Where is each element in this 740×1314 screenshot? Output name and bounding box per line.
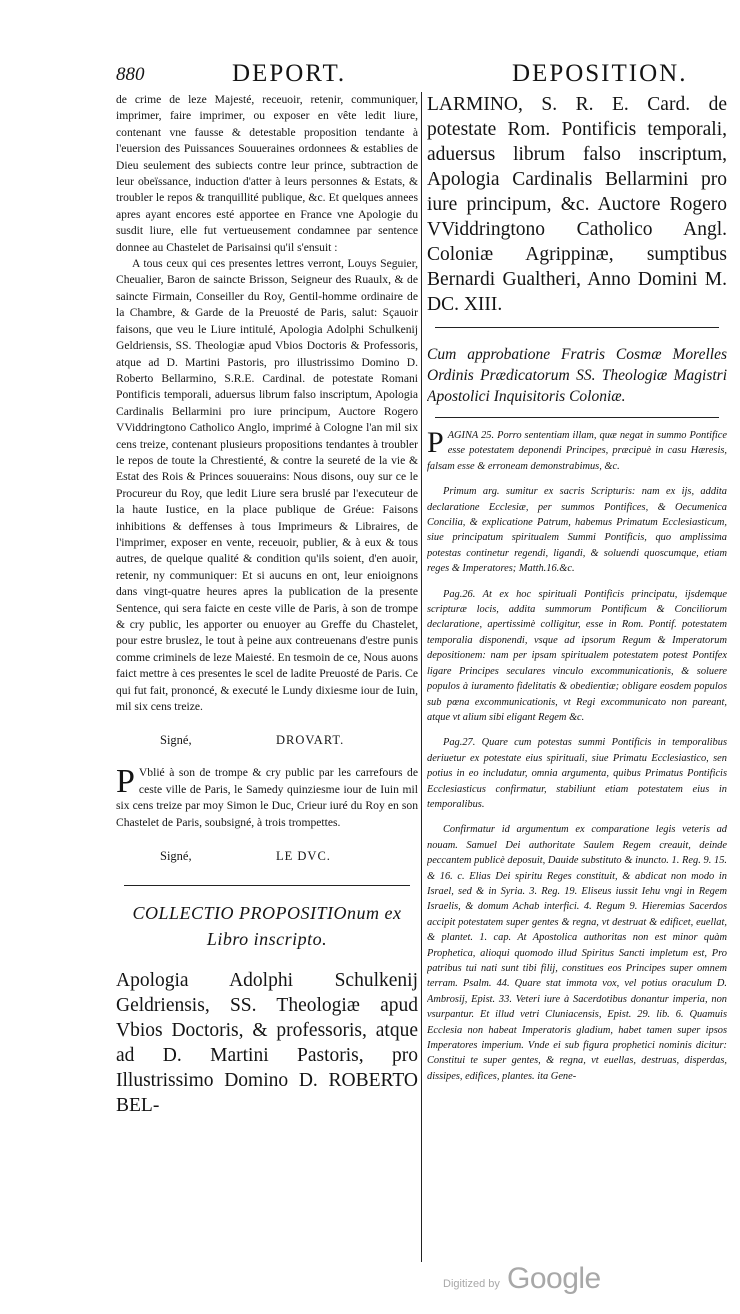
book-title-continued: LARMINO, S. R. E. Card. de potestate Rom. Pontificis temporali, aduersus librum falso inscriptum, Apologia Cardinalis Bellarmini pro iure principum, &c. Auctore Rogero VViddringtono Catholico Angl. Coloniæ Agrippinæ, sumptibus Bernardi Gualtheri, Anno Domini M. DC. XIII. <box>427 94 727 315</box>
pagina-27: Pag.27. Quare cum potestas summi Pontificis in temporalibus deriuetur ex potestate eius spirituali, siue Primatu Ecclesiastico, sen potius in eo includatur, omnia argumenta, quibus Primatus Pontificis Ecclesiasticus confirmatur, stabiliunt etiam potestatem eius in temporalibus. <box>427 737 727 810</box>
drop-cap: P <box>427 426 444 459</box>
section-rule <box>124 885 410 886</box>
sentence-paragraph: A tous ceux qui ces presentes lettres verront, Louys Seguier, Cheualier, Baron de saincte Brisson, Seigneur des Ruaulx, & de saincte Firmain, Conseiller du Roy, Gentil-homme ordinaire de la Chambre, & Garde de la Preuosté de Paris, salut: Sçauoir faisons, que veu le Liure intitulé, Apologia Adolphi Schulkenij Geldriensis, SS. Theologiæ apud Vbios Doctoris & Professoris, atque ad D. Martini Pastoris, pro illustrissimo Domino D. Roberto Bellarmino, S.R.E. Cardinal. de potestate Romani Pontificis temporali, aduersus librum falso inscriptum, Apologia Cardinalis Bellarmini pro iure principum, Auctore Rogero VViddringtono Catholico Anglo, imprimé à Cologne l'an mil six cens treize, contenant plusieurs propositions tendantes à troubler le repos de toute la Chrestienté, & contre la seureté de la vie & Estat des Rois & Princes souuerains: Nous disons, ouy sur ce le Procureur du Roy, que ledit Liure sera bruslé par l'executeur de la haute Iustice, en la place publique de Gréue: Faisons inhibitions & deffenses à tous Imprimeurs & Libraires, de l'imprimer, exposer en vente, receuoir, publier, & à eux & tous autres, de quelque qualité & condition qu'ils soient, d'en auoir, retenir, ny communiquer: Et si aucuns en ont, leur enioignons dans vingt-quatre heures apres la publication de la presente Sentence, qui sera faicte en ceste ville de Paris, à son de trompe & cry public, les apporter ou enuoyer au Greffe du Chastelet, pour estre bruslez, le tout à peine aux contreuenans d'estre punis comme criminels de leze Maiesté. En tesmoin de ce, Nous auons faict mettre à ces presentes le scel de ladite Preuosté de Paris. Ce qui fut fait, prononcé, & executé le Lundy dixiesme iour de Iuin, mil six cens treize. <box>116 257 418 714</box>
collectio-heading: COLLECTIO PROPOSITIOnum ex Libro inscripto. <box>132 903 402 950</box>
page-header <box>0 60 740 94</box>
digitized-by-label: Digitized by <box>443 1278 500 1290</box>
signature-line-1 <box>116 733 418 751</box>
left-paragraph-1: de crime de leze Majesté, receuoir, retenir, communiquer, imprimer, faire imprimer, ou exposer en vête ledit liure, contenant vne fausse & detestable proposition tendante à l'euersion des Puissances Souueraines ordonnees & establies de Dieu seulement des subiects contre leur prince, subtraction de leur obeïssance, induction d'atter à leurs personnes & Estats, & troubler le repos & tranquillité publique, &c. Et quelques annees apres ayant encores esté apportee en France vne Apologie du susdit liure, elle fut vertueusement condamnee par sentence donnee au Chastelet de Parisainsi qu'il s'ensuit : <box>116 93 418 254</box>
pagina-25-text: AGINA 25. Porro sententiam illam, quæ negat in summo Pontifice esse potestatem deponendi Principes, præcipuè in casu Hæresis, falsam esse & erroneam demonstrabimus, &c. <box>427 430 727 472</box>
confirmatur-paragraph: Confirmatur id argumentum ex comparatione legis veteris ad nouam. Samuel Dei authoritate Saulem Regem creauit, deinde peccantem publicè deposuit, Dauide substituto & inuncto. 1. Reg. 9. 15. & 16. c. Elias Dei spiritu Reges constituit, & abdicat non modo in Israel, sed & in Syria. 3. Reg. 19. Eliseus iussit Iehu vngi in Regem Israelis, & domum Achab interfici. 4. Regum 9. Hieremias Sacerdos accipit potestatem super gentes & regna, vt destruat & edificet, euellat, & plantet. 1. cap. At Apostolica authoritas non est minor quàm Prophetica, alioqui quomodo illud Spiritus Sancti impletum est, Pro patribus tui nati sunt tibi filij, constitues eos Principes super omnem terram. Psalm. 44. Quare stat immota vox, vel potius oraculum D. Ambrosij, Epist. 33. Veteri iure à Sacerdotibus donantur imperia, non vsurpantur. Et illud vetri Cluniacensis, Epist. 29. lib. 6. Quamuis Ecclesia non habeat Imperatoris gladium, habet tamen super ipsos Imperatores imperium. Vnde ei sub figura prophetici nominis dicitur: Constitui te super gentes, & regna, vt euellas, destruas, disperdas, dissipes, edifices, plantes. ita Gene- <box>427 824 727 1082</box>
signer-name: LE DVC. <box>276 849 331 864</box>
publication-text: Vblié à son de trompe & cry public par les carrefours de ceste ville de Paris, le Samedy quinziesme iour de Iuin mil six cens treize par moy Simon le Duc, Crieur iuré du Roy en son Chastelet de Paris, soubsigné, à trois trompettes. <box>116 766 418 829</box>
signed-label: Signé, <box>160 733 192 748</box>
running-head-right: DEPOSITION. <box>512 60 688 87</box>
section-rule <box>435 417 719 418</box>
section-rule <box>435 327 719 328</box>
approbation: Cum approbatione Fratris Cosmæ Morelles Ordinis Prædicatorum SS. Theologiæ Magistri Apostolici Inquisitoris Coloniæ. <box>427 346 727 405</box>
pagina-26: Pag.26. At ex hoc spirituali Pontificis principatu, ijsdemque scripturæ locis, addita summorum Pontificum & Conciliorum declaratione, apertissimè colligitur, esse in Rom. Pontif. potestatem temporalia disponendi, vsque ad ipsorum Regum & Imperatorum depositionem: nam per ipsam spiritualem potestatem potest Pontifex ligare Principes seculares vinculo excommunicationis, & soluere populos à iuramento fidelitatis & obedientiæ; obligare eosdem populos sub pœna excommunicationis, vt Regi excommunicato non pareant, atque vt alium sibi eligant Regem &c. <box>427 588 727 723</box>
signer-name: DROVART. <box>276 733 345 748</box>
page-number: 880 <box>116 64 145 85</box>
pagina-25 <box>427 428 727 474</box>
running-head-left: DEPORT. <box>232 60 347 87</box>
signed-label: Signé, <box>160 849 192 864</box>
right-column <box>427 92 727 1262</box>
signature-line-2 <box>116 849 418 867</box>
column-divider <box>421 92 422 1262</box>
publication-notice <box>116 765 418 831</box>
left-column <box>116 92 418 1262</box>
digitized-by-google-watermark <box>443 1262 623 1302</box>
primum-argument: Primum arg. sumitur ex sacris Scripturis: nam ex ijs, addita declaratione Ecclesiæ, per summos Pontifices, & Oecumenica Concilia, & explicatione Patrum, habemus Primatum Ecclesiasticum, siue principatum spiritualem Summi Pontificis, quo amplissima potestas continetur regendi, ligandi, & soluendi quoscumque, etiam reges & Imperatores; Matth.16.&c. <box>427 486 727 575</box>
google-logo: Google <box>507 1262 601 1295</box>
apologia-title: Apologia Adolphi Schulkenij Geldriensis, SS. Theologiæ apud Vbios Doctoris, & professoris, atque ad D. Martini Pastoris, pro Illustrissimo Domino D. ROBERTO BEL- <box>116 970 418 1117</box>
drop-cap: P <box>116 763 135 801</box>
